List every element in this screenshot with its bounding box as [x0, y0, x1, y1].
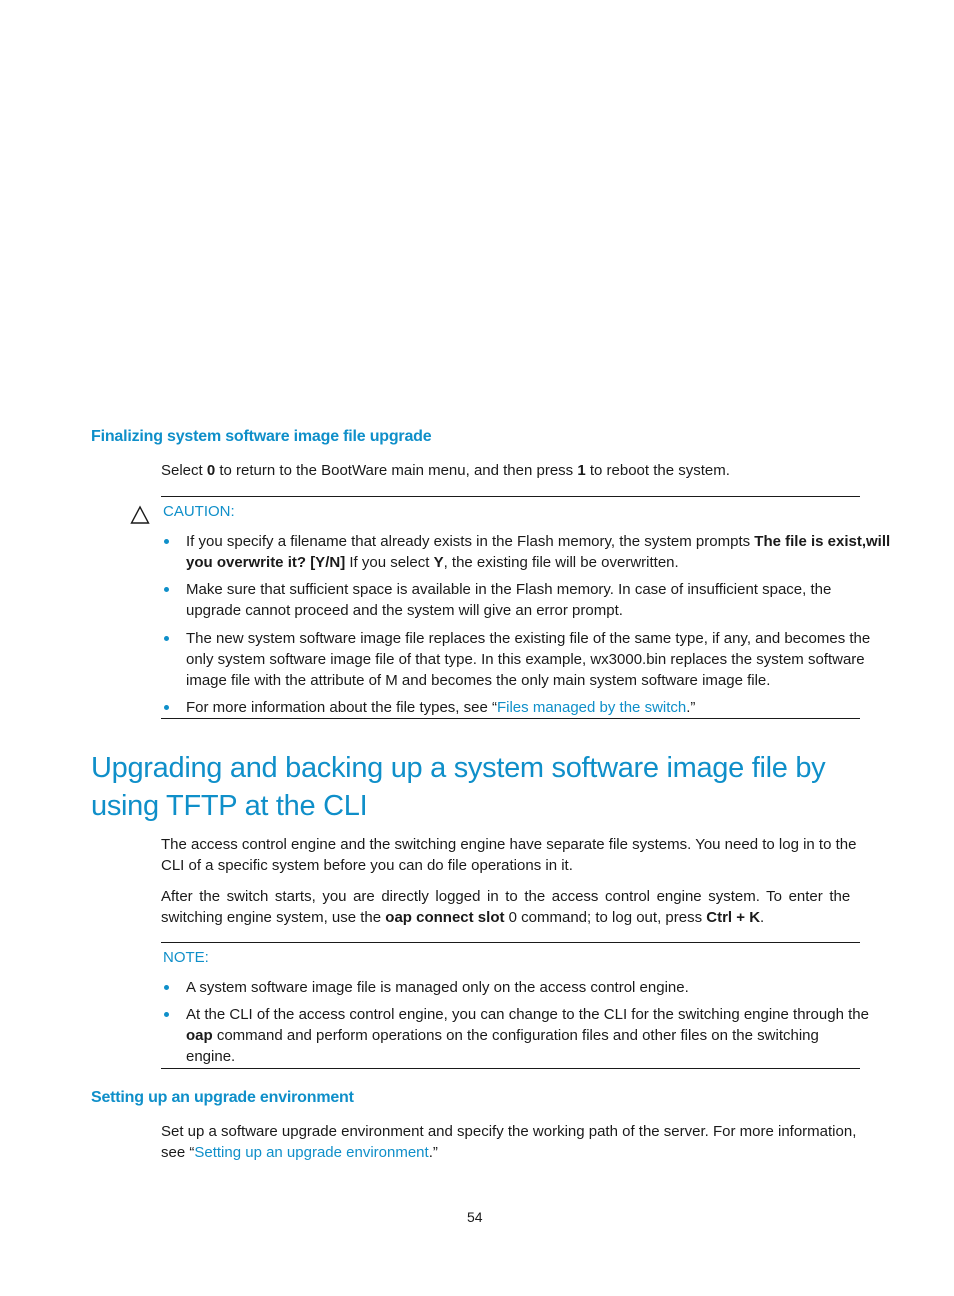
section-heading-environment: Setting up an upgrade environment — [91, 1089, 354, 1106]
tftp-paragraph-2: After the switch starts, you are directly logged in to the access control engine system. To enter the switching engine system, use the oap connect slot 0 command; to log out, press Ctrl + K. — [161, 888, 851, 926]
warning-triangle-icon — [130, 505, 150, 525]
caution-bullet-4: For more information about the file types, see “Files managed by the switch.” — [186, 699, 696, 716]
note-bottom-rule — [161, 1068, 860, 1069]
environment-paragraph: Set up a software upgrade environment and specify the working path of the server. For more information, see “Setting up an upgrade environment.” — [161, 1123, 857, 1161]
bullet-dot — [164, 636, 169, 641]
link-files-managed[interactable]: Files managed by the switch — [496, 699, 687, 716]
caution-label: CAUTION: — [163, 503, 235, 520]
section-heading-finalizing: Finalizing system software image file upgrade — [91, 428, 432, 445]
page-number: 54 — [467, 1209, 483, 1225]
caution-bullet-2: Make sure that sufficient space is available in the Flash memory. In case of insufficient space, the upgrade cannot proceed and the system will give an error prompt. — [186, 581, 832, 619]
caution-bullet-1: If you specify a filename that already exists in the Flash memory, the system prompts The file is exist,will you overwrite it? [Y/N] If you select Y, the existing file will be overwritten. — [186, 533, 891, 571]
link-setting-up-environment[interactable]: Setting up an upgrade environment — [194, 1144, 429, 1161]
bullet-dot — [164, 985, 169, 990]
caution-top-rule — [161, 496, 860, 497]
tftp-paragraph-1: The access control engine and the switching engine have separate file systems. You need to log in to the CLI of a specific system before you can do file operations in it. — [161, 836, 857, 874]
bullet-dot — [164, 705, 169, 710]
bullet-dot — [164, 587, 169, 592]
note-bullet-2: At the CLI of the access control engine, you can change to the CLI for the switching engine through the oap command and perform operations on the configuration files and other files on the switching engine. — [186, 1006, 869, 1065]
caution-bottom-rule — [161, 718, 860, 719]
note-label: NOTE: — [163, 949, 209, 966]
note-top-rule — [161, 942, 860, 943]
finalize-paragraph: Select 0 to return to the BootWare main menu, and then press 1 to reboot the system. — [161, 462, 730, 479]
chapter-heading: Upgrading and backing up a system software image file by using TFTP at the CLI — [91, 752, 826, 822]
caution-bullet-3: The new system software image file replaces the existing file of the same type, if any, and becomes the only system software image file of that type. In this example, wx3000.bin replaces the system software image file with the attribute of M and becomes the only main system software image file. — [186, 630, 871, 689]
bullet-dot — [164, 539, 169, 544]
bullet-dot — [164, 1012, 169, 1017]
note-bullet-1: A system software image file is managed only on the access control engine. — [186, 979, 689, 996]
